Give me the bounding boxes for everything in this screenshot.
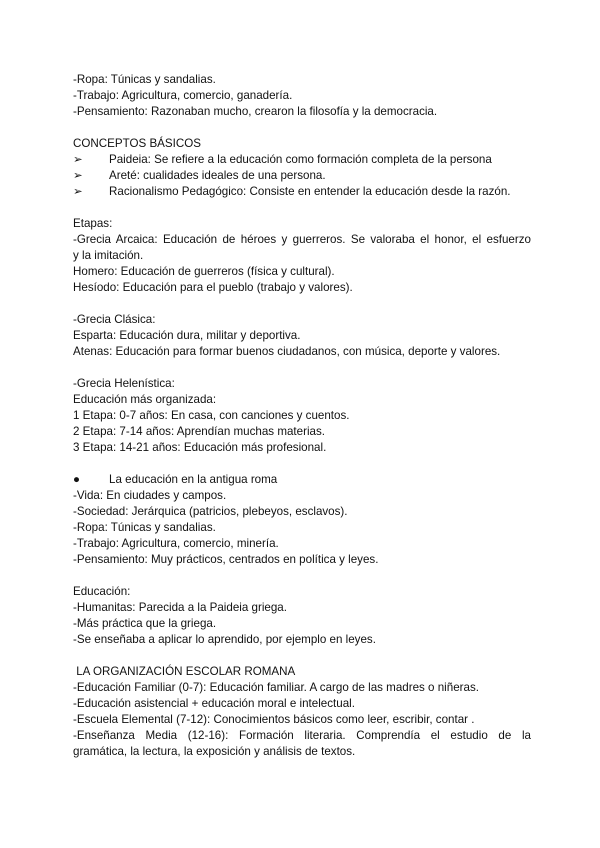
concepto-text: Areté: cualidades ideales de una persona. <box>109 169 326 182</box>
educacion-familiar: -Educación Familiar (0-7): Educación familiar. A cargo de las madres o niñeras. <box>73 681 479 694</box>
roma-trabajo: -Trabajo: Agricultura, comercio, minería. <box>73 537 279 550</box>
spacer <box>73 456 531 472</box>
spacer <box>73 296 531 312</box>
arrow-bullet-icon: ➢ <box>73 153 83 166</box>
spacer <box>73 200 531 216</box>
concepto-arete <box>73 168 531 184</box>
esparta: Esparta: Educación dura, militar y deportiva. <box>73 329 301 342</box>
roma-vida: -Vida: En ciudades y campos. <box>73 489 227 502</box>
grecia-arcaica-line1: -Grecia Arcaica: Educación de héroes y guerreros. Se valoraba el honor, el esfuerzo <box>73 233 531 246</box>
mas-practica: -Más práctica que la griega. <box>73 617 217 630</box>
concepto-text: Racionalismo Pedagógico: Consiste en entender la educación desde la razón. <box>109 185 511 198</box>
aplicar-leyes: -Se enseñaba a aplicar lo aprendido, por ejemplo en leyes. <box>73 633 376 646</box>
humanitas: -Humanitas: Parecida a la Paideia griega. <box>73 601 287 614</box>
etapa-1: 1 Etapa: 0-7 años: En casa, con canciones y cuentos. <box>73 409 350 422</box>
spacer <box>73 120 531 136</box>
document-page <box>73 72 531 760</box>
spacer <box>73 648 531 664</box>
concepto-racionalismo <box>73 184 531 200</box>
roma-heading <box>73 472 531 488</box>
educacion-roma-heading: Educación: <box>73 585 131 598</box>
spacer <box>73 568 531 584</box>
atenas: Atenas: Educación para formar buenos ciudadanos, con música, deporte y valores. <box>73 345 501 358</box>
grecia-pensamiento: -Pensamiento: Razonaban mucho, crearon la filosofía y la democracia. <box>73 105 438 118</box>
grecia-ropa: -Ropa: Túnicas y sandalias. <box>73 73 216 86</box>
grecia-helenistica-heading: -Grecia Helenística: <box>73 377 175 390</box>
roma-pensamiento: -Pensamiento: Muy prácticos, centrados en política y leyes. <box>73 553 379 566</box>
etapas-heading: Etapas: <box>73 217 113 230</box>
roma-heading-text: La educación en la antigua roma <box>109 473 278 486</box>
grecia-arcaica-line2: y la imitación. <box>73 249 144 262</box>
escuela-elemental: -Escuela Elemental (7-12): Conocimientos básicos como leer, escribir, contar . <box>73 713 475 726</box>
grecia-clasica-heading: -Grecia Clásica: <box>73 313 156 326</box>
grecia-trabajo: -Trabajo: Agricultura, comercio, ganadería. <box>73 89 293 102</box>
ensenanza-media-line1: -Enseñanza Media (12-16): Formación literaria. Comprendía el estudio de la <box>73 729 531 742</box>
roma-ropa: -Ropa: Túnicas y sandalias. <box>73 521 216 534</box>
arrow-bullet-icon: ➢ <box>73 169 83 182</box>
concepto-paideia <box>73 152 531 168</box>
roma-sociedad: -Sociedad: Jerárquica (patricios, plebeyos, esclavos). <box>73 505 348 518</box>
ensenanza-media-line2: gramática, la lectura, la exposición y análisis de textos. <box>73 745 356 758</box>
hesiodo: Hesíodo: Educación para el pueblo (trabajo y valores). <box>73 281 353 294</box>
dot-bullet-icon: ● <box>73 473 81 486</box>
conceptos-heading: CONCEPTOS BÁSICOS <box>73 137 201 150</box>
etapa-3: 3 Etapa: 14-21 años: Educación más profesional. <box>73 441 327 454</box>
concepto-text: Paideia: Se refiere a la educación como formación completa de la persona <box>109 153 492 166</box>
spacer <box>73 360 531 376</box>
helenistica-intro: Educación más organizada: <box>73 393 217 406</box>
etapa-2: 2 Etapa: 7-14 años: Aprendían muchas materias. <box>73 425 325 438</box>
educacion-asistencial: -Educación asistencial + educación moral e intelectual. <box>73 697 355 710</box>
homero: Homero: Educación de guerreros (física y cultural). <box>73 265 335 278</box>
organizacion-heading: LA ORGANIZACIÓN ESCOLAR ROMANA <box>73 665 296 678</box>
arrow-bullet-icon: ➢ <box>73 185 83 198</box>
